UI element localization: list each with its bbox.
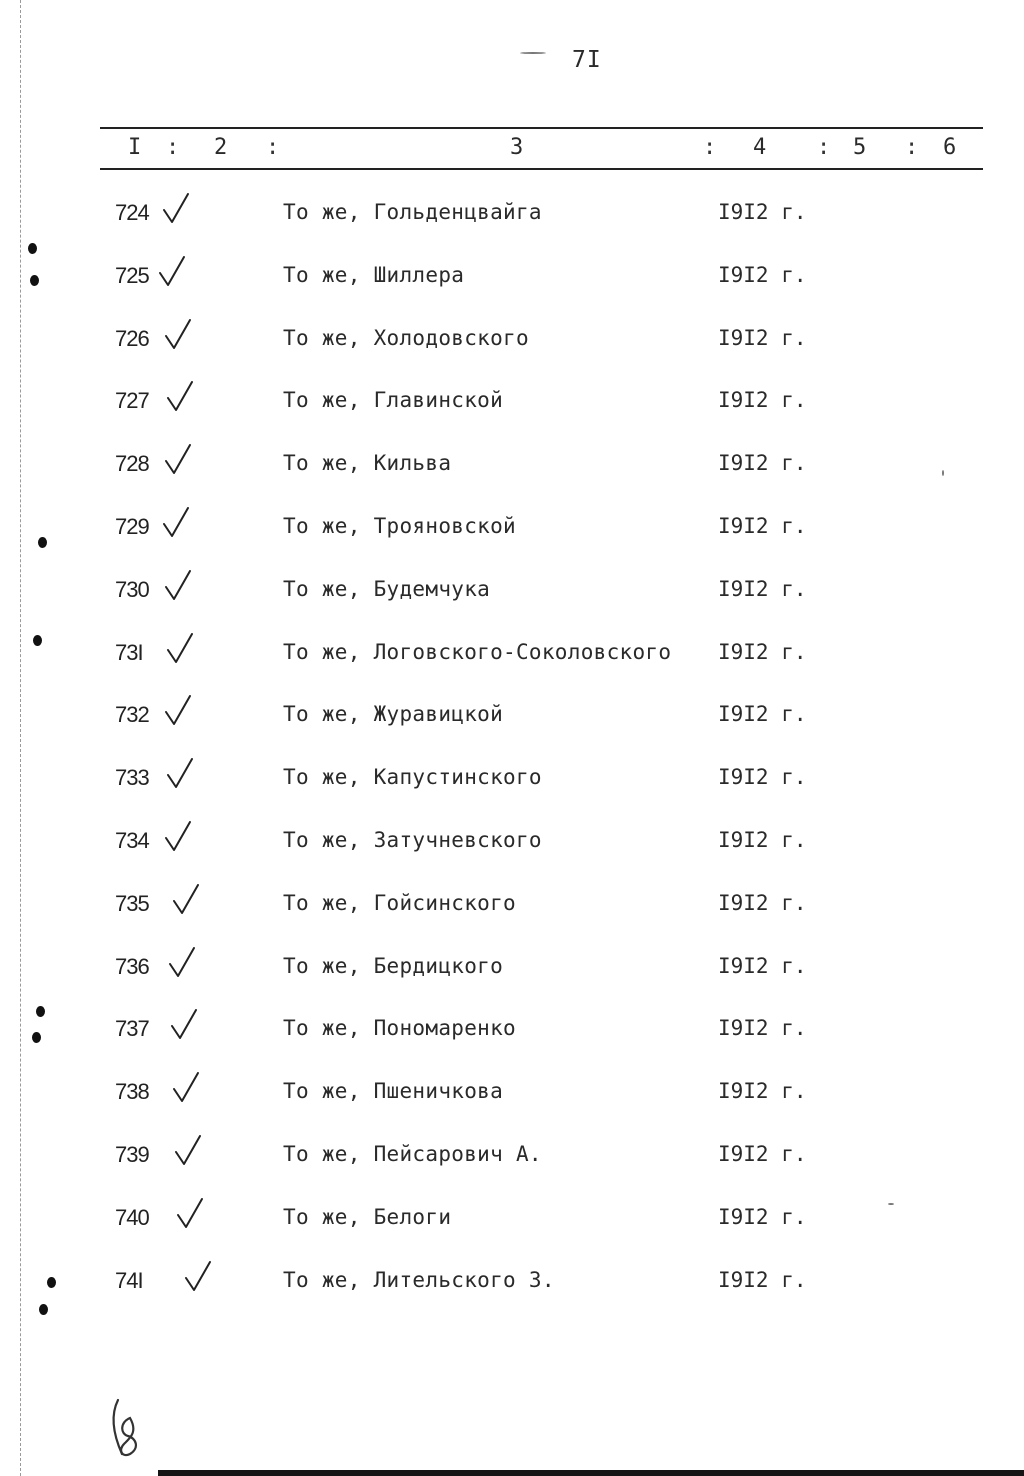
- binding-hole: [28, 243, 37, 254]
- column-header-3: 3: [510, 135, 524, 160]
- table-row: [0, 388, 1024, 428]
- column-separator: :: [905, 135, 919, 160]
- table-row: [0, 326, 1024, 366]
- item-number: 732: [115, 702, 149, 727]
- item-description: То же, Будемчука: [283, 577, 491, 601]
- handwritten-check-icon: [166, 946, 200, 980]
- scan-speck: [520, 52, 546, 54]
- handwritten-check-icon: [174, 1197, 208, 1231]
- item-year: I9I2 г.: [718, 263, 807, 287]
- item-year: I9I2 г.: [718, 640, 807, 664]
- column-separator: :: [166, 135, 180, 160]
- item-year: I9I2 г.: [718, 1205, 807, 1229]
- item-number: 728: [115, 451, 149, 476]
- item-number: 726: [115, 326, 149, 351]
- table-row: [0, 514, 1024, 554]
- column-header-5: 5: [853, 135, 867, 160]
- handwritten-check-icon: [162, 443, 196, 477]
- table-row: [0, 828, 1024, 868]
- item-number: 730: [115, 577, 149, 602]
- table-row: [0, 640, 1024, 680]
- column-separator: :: [817, 135, 831, 160]
- item-year: I9I2 г.: [718, 388, 807, 412]
- handwritten-check-icon: [156, 255, 190, 289]
- header-top-rule: [100, 127, 983, 129]
- item-number: 733: [115, 765, 149, 790]
- table-row: [0, 954, 1024, 994]
- handwritten-check-icon: [168, 1008, 202, 1042]
- item-number: 734: [115, 828, 149, 853]
- item-description: То же, Трояновской: [283, 514, 516, 538]
- table-row: [0, 702, 1024, 742]
- handwritten-check-icon: [160, 506, 194, 540]
- item-number: 727: [115, 388, 149, 413]
- item-description: То же, Бердицкого: [283, 954, 504, 978]
- table-row: [0, 1268, 1024, 1308]
- table-row: [0, 1016, 1024, 1056]
- table-row: [0, 1079, 1024, 1119]
- column-separator: :: [703, 135, 717, 160]
- table-row: [0, 577, 1024, 617]
- item-year: I9I2 г.: [718, 326, 807, 350]
- item-description: То же, Гольденцвайга: [283, 200, 542, 224]
- table-row: [0, 263, 1024, 303]
- item-year: I9I2 г.: [718, 891, 807, 915]
- table-row: [0, 1142, 1024, 1182]
- page-number: 7I: [572, 47, 602, 73]
- item-year: I9I2 г.: [718, 1079, 807, 1103]
- item-description: То же, Холодовского: [283, 326, 529, 350]
- handwritten-check-icon: [164, 757, 198, 791]
- item-year: I9I2 г.: [718, 765, 807, 789]
- column-header-6: 6: [943, 135, 957, 160]
- item-year: I9I2 г.: [718, 577, 807, 601]
- item-year: I9I2 г.: [718, 828, 807, 852]
- item-year: I9I2 г.: [718, 1142, 807, 1166]
- item-description: То же, Затучневского: [283, 828, 542, 852]
- item-description: То же, Главинской: [283, 388, 504, 412]
- item-year: I9I2 г.: [718, 1268, 807, 1292]
- item-number: 738: [115, 1079, 149, 1104]
- handwritten-check-icon: [162, 569, 196, 603]
- item-description: То же, Лительского З.: [283, 1268, 555, 1292]
- item-number: 737: [115, 1016, 149, 1041]
- handwritten-check-icon: [172, 1134, 206, 1168]
- item-description: То же, Шиллера: [283, 263, 465, 287]
- item-number: 736: [115, 954, 149, 979]
- item-description: То же, Капустинского: [283, 765, 542, 789]
- table-row: [0, 451, 1024, 491]
- item-number: 735: [115, 891, 149, 916]
- handwritten-check-icon: [164, 632, 198, 666]
- item-description: То же, Логовского-Соколовского: [283, 640, 672, 664]
- header-bottom-rule: [100, 168, 983, 170]
- item-number: 725: [115, 263, 149, 288]
- scan-bottom-edge: [158, 1470, 1024, 1476]
- item-number: 729: [115, 514, 149, 539]
- item-year: I9I2 г.: [718, 451, 807, 475]
- column-header-2: 2: [214, 135, 228, 160]
- handwritten-check-icon: [162, 694, 196, 728]
- item-description: То же, Пейсарович А.: [283, 1142, 542, 1166]
- table-row: [0, 765, 1024, 805]
- table-row: [0, 1205, 1024, 1245]
- handwritten-check-icon: [170, 1071, 204, 1105]
- column-header-4: 4: [753, 135, 767, 160]
- handwritten-check-icon: [164, 380, 198, 414]
- item-number: 724: [115, 200, 149, 225]
- item-number: 74I: [115, 1268, 143, 1293]
- item-description: То же, Пономаренко: [283, 1016, 516, 1040]
- column-header-1: I: [128, 135, 142, 160]
- item-number: 740: [115, 1205, 149, 1230]
- table-row: [0, 891, 1024, 931]
- handwritten-check-icon: [160, 192, 194, 226]
- handwritten-check-icon: [162, 318, 196, 352]
- handwritten-margin-mark-icon: [100, 1396, 148, 1462]
- item-description: То же, Журавицкой: [283, 702, 504, 726]
- column-separator: :: [266, 135, 280, 160]
- item-description: То же, Кильва: [283, 451, 452, 475]
- item-description: То же, Пшеничкова: [283, 1079, 504, 1103]
- table-row: [0, 200, 1024, 240]
- item-number: 739: [115, 1142, 149, 1167]
- item-number: 73I: [115, 640, 143, 665]
- item-description: То же, Гойсинского: [283, 891, 516, 915]
- item-year: I9I2 г.: [718, 514, 807, 538]
- item-description: То же, Белоги: [283, 1205, 452, 1229]
- item-year: I9I2 г.: [718, 1016, 807, 1040]
- item-year: I9I2 г.: [718, 702, 807, 726]
- handwritten-check-icon: [170, 883, 204, 917]
- item-year: I9I2 г.: [718, 954, 807, 978]
- handwritten-check-icon: [162, 820, 196, 854]
- item-year: I9I2 г.: [718, 200, 807, 224]
- handwritten-check-icon: [182, 1260, 216, 1294]
